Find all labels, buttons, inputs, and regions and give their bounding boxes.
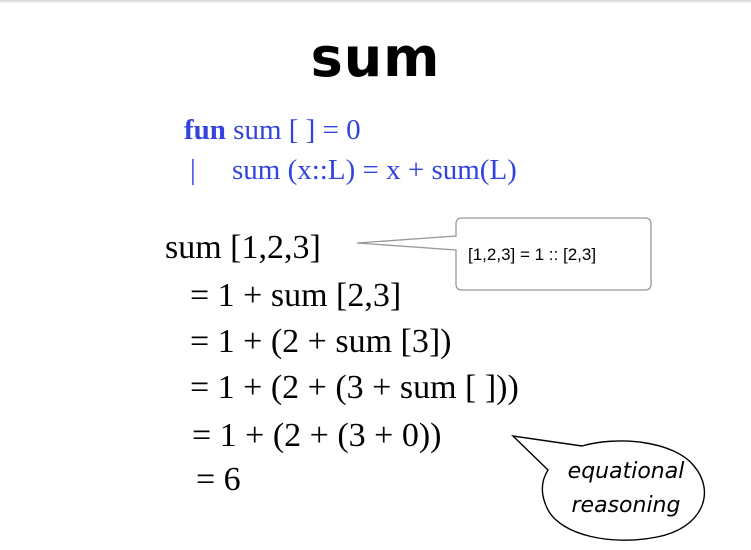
slide-title: sum	[310, 26, 441, 89]
equation-step-3: = 1 + (2 + (3 + sum [ ]))	[190, 369, 519, 406]
bubble-line-2: reasoning	[571, 493, 681, 518]
code-line-1-rest: sum [ ] = 0	[225, 114, 361, 146]
bubble-line-1: equational	[567, 459, 685, 484]
code-keyword: fun	[184, 114, 226, 146]
reasoning-bubble-text	[546, 455, 706, 523]
code-line-2-rest: sum (x::L) = x + sum(L)	[232, 154, 517, 186]
list-callout-text: [1,2,3] = 1 :: [2,3]	[468, 245, 597, 264]
equation-step-5: = 6	[196, 461, 241, 498]
equation-step-1: = 1 + sum [2,3]	[190, 277, 402, 314]
code-bar: |	[190, 154, 196, 186]
equation-step-4: = 1 + (2 + (3 + 0))	[192, 417, 442, 454]
equation-step-2: = 1 + (2 + sum [3])	[190, 323, 452, 360]
equation-step-0: sum [1,2,3]	[165, 229, 321, 266]
